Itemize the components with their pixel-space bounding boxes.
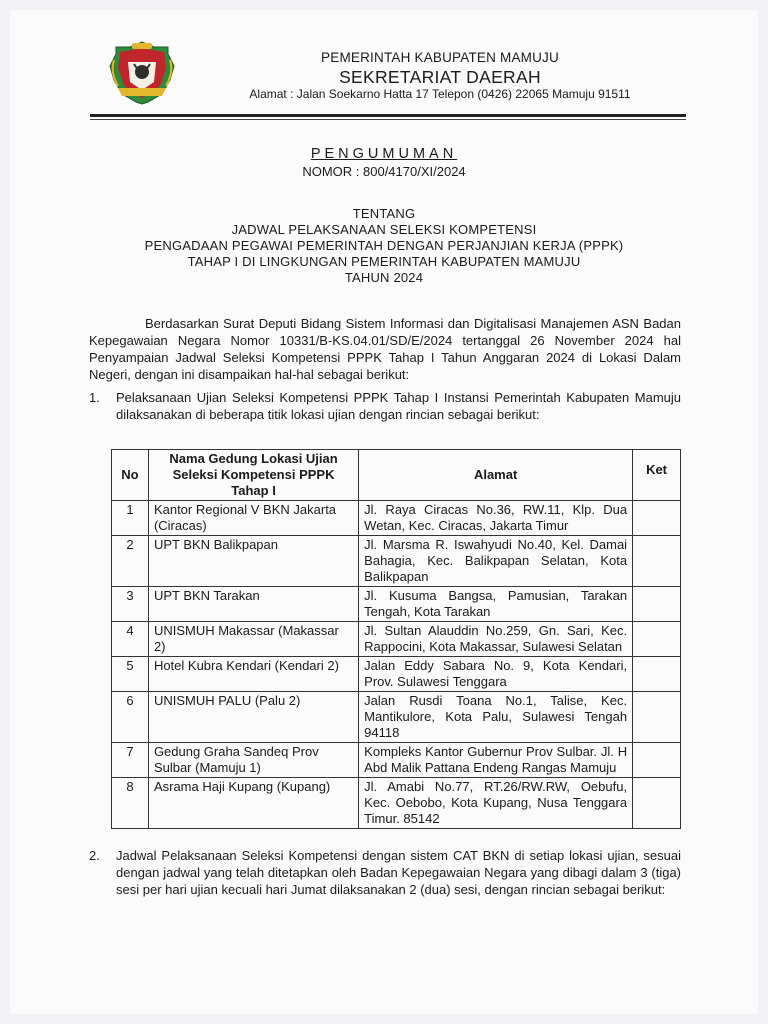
cell-no: 6 [112, 692, 149, 743]
cell-location-name: Kantor Regional V BKN Jakarta (Ciracas) [148, 501, 358, 536]
cell-address: Jalan Rusdi Toana No.1, Talise, Kec. Mantikulore, Kota Palu, Sulawesi Tengah 94118 [359, 692, 633, 743]
cell-address: Kompleks Kantor Gubernur Prov Sulbar. Jl. H Abd Malik Pattana Endeng Rangas Mamuju [359, 743, 633, 778]
cell-address: Jalan Eddy Sabara No. 9, Kota Kendari, Prov. Sulawesi Tenggara [359, 657, 633, 692]
cell-no: 8 [112, 778, 149, 829]
list-item-number: 1. [89, 390, 100, 405]
cell-note [633, 536, 681, 587]
intro-paragraph: Berdasarkan Surat Deputi Bidang Sistem Informasi dan Digitalisasi Manajemen ASN Badan Kepegawaian Negara Nomor 10331/B-KS.04.01/SD/E/2024 tertanggal 26 November 2024 hal Penyampaian Jadwal Seleksi Kompetensi PPPK Tahap I Tahun Anggaran 2024 di Lokasi Dalam Negeri, dengan ini disampaikan hal-hal sebagai berikut: [89, 316, 681, 382]
col-header-address: Alamat [359, 450, 633, 501]
cell-location-name: UNISMUH PALU (Palu 2) [148, 692, 358, 743]
subject-block [0, 206, 768, 286]
subject-line-5: TAHUN 2024 [344, 270, 424, 285]
cell-note [633, 501, 681, 536]
list-item-1 [89, 389, 681, 423]
cell-location-name: Gedung Graha Sandeq Prov Sulbar (Mamuju 1) [148, 743, 358, 778]
cell-note [633, 587, 681, 622]
table-row [112, 587, 681, 622]
cell-location-name: UPT BKN Balikpapan [148, 536, 358, 587]
col-header-no: No [112, 450, 149, 501]
cell-location-name: UNISMUH Makassar (Makassar 2) [148, 622, 358, 657]
cell-no: 7 [112, 743, 149, 778]
table-row [112, 778, 681, 829]
cell-address: Jl. Kusuma Bangsa, Pamusian, Tarakan Tengah, Kota Tarakan [359, 587, 633, 622]
cell-address: Jl. Amabi No.77, RT.26/RW.RW, Oebufu, Kec. Oebobo, Kota Kupang, Nusa Tenggara Timur. 85142 [359, 778, 633, 829]
cell-no: 4 [112, 622, 149, 657]
table-row [112, 622, 681, 657]
list-item-number: 2. [89, 848, 100, 863]
cell-note [633, 743, 681, 778]
cell-address: Jl. Raya Ciracas No.36, RW.11, Klp. Dua Wetan, Kec. Ciracas, Jakarta Timur [359, 501, 633, 536]
col-header-note: Ket [633, 450, 681, 501]
table-row [112, 692, 681, 743]
cell-no: 1 [112, 501, 149, 536]
cell-no: 2 [112, 536, 149, 587]
subject-line-1: TENTANG [352, 206, 416, 221]
cell-note [633, 692, 681, 743]
subject-line-3: PENGADAAN PEGAWAI PEMERINTAH DENGAN PERJANJIAN KERJA (PPPK) [144, 238, 624, 253]
letterhead-rule-thick [90, 114, 686, 117]
cell-location-name: UPT BKN Tarakan [148, 587, 358, 622]
header-address: Alamat : Jalan Soekarno Hatta 17 Telepon (0426) 22065 Mamuju 91511 [249, 87, 631, 101]
table-row [112, 657, 681, 692]
exam-locations-table [111, 449, 681, 829]
table-header-row [112, 450, 681, 501]
list-item-text: Pelaksanaan Ujian Seleksi Kompetensi PPPK Tahap I Instansi Pemerintah Kabupaten Mamuju dilaksanakan di beberapa titik lokasi ujian dengan rincian sebagai berikut: [116, 390, 681, 422]
cell-address: Jl. Marsma R. Iswahyudi No.40, Kel. Damai Bahagia, Kec. Balikpapan Selatan, Kota Balikpapan [359, 536, 633, 587]
cell-note [633, 622, 681, 657]
letterhead-rule-thin [90, 119, 686, 120]
cell-location-name: Asrama Haji Kupang (Kupang) [148, 778, 358, 829]
col-header-name: Nama Gedung Lokasi Ujian Seleksi Kompetensi PPPK Tahap I [148, 450, 358, 501]
table-row [112, 536, 681, 587]
subject-line-2: JADWAL PELAKSANAAN SELEKSI KOMPETENSI [231, 222, 537, 237]
subject-line-4: TAHAP I DI LINGKUNGAN PEMERINTAH KABUPATEN MAMUJU [187, 254, 581, 269]
table-row [112, 501, 681, 536]
cell-note [633, 657, 681, 692]
cell-no: 5 [112, 657, 149, 692]
list-item-2 [89, 847, 681, 898]
header-office-name: SEKRETARIAT DAERAH [339, 67, 541, 87]
header-government-name: PEMERINTAH KABUPATEN MAMUJU [321, 50, 559, 65]
announcement-number: NOMOR : 800/4170/XI/2024 [302, 164, 466, 179]
cell-location-name: Hotel Kubra Kendari (Kendari 2) [148, 657, 358, 692]
cell-address: Jl. Sultan Alauddin No.259, Gn. Sari, Kec. Rappocini, Kota Makassar, Sulawesi Selatan [359, 622, 633, 657]
cell-note [633, 778, 681, 829]
announcement-title: PENGUMUMAN [310, 146, 458, 162]
cell-no: 3 [112, 587, 149, 622]
list-item-text: Jadwal Pelaksanaan Seleksi Kompetensi dengan sistem CAT BKN di setiap lokasi ujian, sesuai dengan jadwal yang telah ditetapkan oleh Badan Kepegawaian Negara yang dibagi dalam 3 (tiga) sesi per hari ujian kecuali hari Jumat dilaksanakan 2 (dua) sesi, dengan rincian sebagai berikut: [116, 848, 681, 897]
mamuju-emblem-logo [108, 40, 176, 106]
table-row [112, 743, 681, 778]
